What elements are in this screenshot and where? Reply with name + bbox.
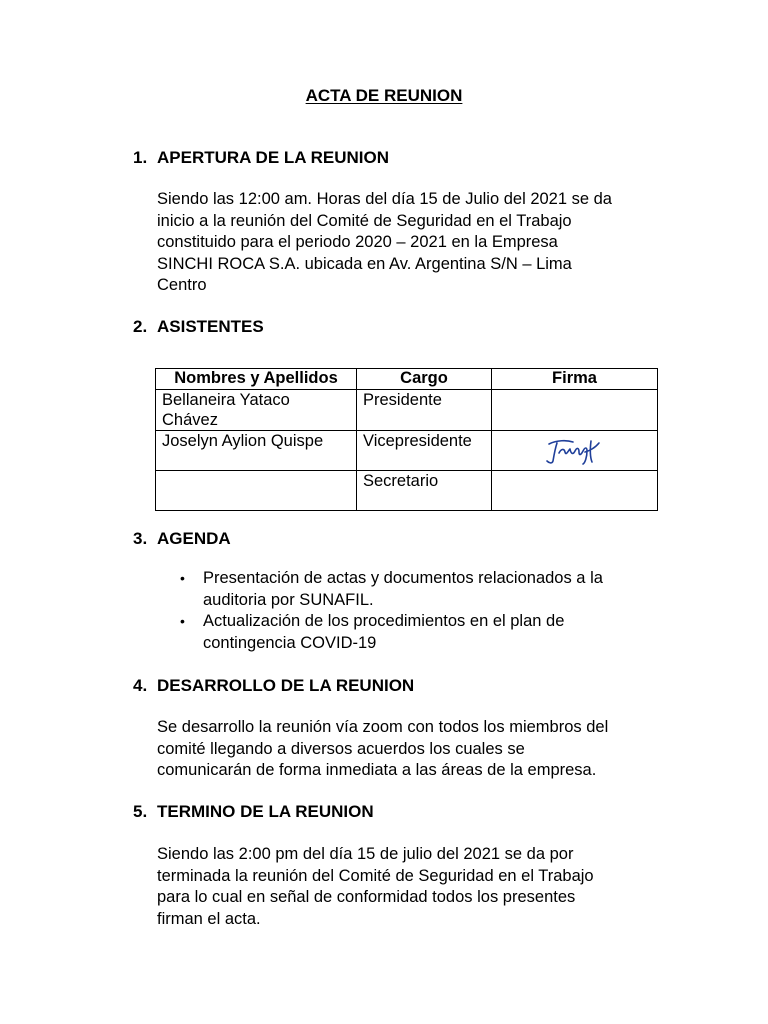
paragraph-line: firman el acta. — [157, 909, 261, 928]
signature-icon — [543, 435, 607, 467]
paragraph-line: terminada la reunión del Comité de Seguridad en el Trabajo — [157, 866, 594, 885]
paragraph-line: Siendo las 2:00 pm del día 15 de julio del 2021 se da por — [157, 845, 574, 863]
attendee-signature — [492, 390, 658, 431]
section-number: 5. — [133, 802, 148, 821]
paragraph-line: Centro — [157, 276, 207, 294]
list-item-line: Actualización de los procedimientos en el plan de — [203, 612, 565, 630]
section-1-paragraph — [157, 189, 677, 297]
paragraph-line: SINCHI ROCA S.A. ubicada en Av. Argentina S/N – Lima — [157, 254, 572, 273]
list-item — [176, 611, 656, 654]
list-item — [176, 568, 656, 611]
table-header-row — [156, 369, 658, 390]
section-5-heading — [133, 802, 374, 822]
document-title: ACTA DE REUNION — [305, 86, 463, 105]
agenda-list — [176, 568, 656, 654]
attendee-name — [156, 431, 357, 471]
name-line: Bellaneira Yataco — [162, 391, 290, 409]
paragraph-line: constituido para el periodo 2020 – 2021 en la Empresa — [157, 233, 558, 251]
table-row — [156, 431, 658, 471]
section-1-heading — [133, 148, 389, 168]
section-title: APERTURA DE LA REUNION — [157, 148, 390, 167]
paragraph-line: comité llegando a diversos acuerdos los cuales se — [157, 739, 525, 758]
paragraph-line: para lo cual en señal de conformidad todos los presentes — [157, 888, 576, 906]
list-item-line: Presentación de actas y documentos relacionados a la — [203, 569, 603, 587]
paragraph-line: inicio a la reunión del Comité de Seguridad en el Trabajo — [157, 211, 572, 230]
section-title: TERMINO DE LA REUNION — [157, 802, 374, 821]
attendee-role: Secretario — [357, 471, 492, 511]
section-title: AGENDA — [157, 529, 231, 548]
section-number: 4. — [133, 676, 148, 695]
bullet-icon: • — [180, 570, 185, 586]
header-names: Nombres y Apellidos — [156, 369, 357, 390]
table-row — [156, 471, 658, 511]
section-5-paragraph — [157, 844, 677, 930]
section-4-heading — [133, 676, 414, 696]
name-line: Chávez — [162, 411, 218, 429]
section-3-heading — [133, 529, 231, 549]
table-row — [156, 390, 658, 431]
bullet-icon: • — [180, 613, 185, 629]
paragraph-line: Siendo las 12:00 am. Horas del día 15 de Julio del 2021 se da — [157, 190, 612, 208]
section-number: 1. — [133, 148, 148, 167]
attendee-role: Vicepresidente — [357, 431, 492, 471]
attendee-name — [156, 390, 357, 431]
list-item-line: contingencia COVID-19 — [203, 633, 377, 652]
section-number: 3. — [133, 529, 148, 548]
section-2-heading — [133, 317, 264, 337]
header-signature: Firma — [492, 369, 658, 390]
section-title: ASISTENTES — [157, 317, 264, 336]
attendee-signature — [492, 471, 658, 511]
section-title: DESARROLLO DE LA REUNION — [157, 676, 415, 695]
section-4-paragraph — [157, 717, 677, 782]
attendee-name — [156, 471, 357, 511]
header-role: Cargo — [357, 369, 492, 390]
list-item-line: auditoria por SUNAFIL. — [203, 590, 374, 609]
attendees-table — [155, 368, 658, 511]
paragraph-line: Se desarrollo la reunión vía zoom con todos los miembros del — [157, 718, 609, 736]
paragraph-line: comunicarán de forma inmediata a las áreas de la empresa. — [157, 761, 597, 779]
section-number: 2. — [133, 317, 148, 336]
name-line: Joselyn Aylion Quispe — [162, 432, 324, 450]
attendee-signature — [492, 431, 658, 471]
attendee-role: Presidente — [357, 390, 492, 431]
